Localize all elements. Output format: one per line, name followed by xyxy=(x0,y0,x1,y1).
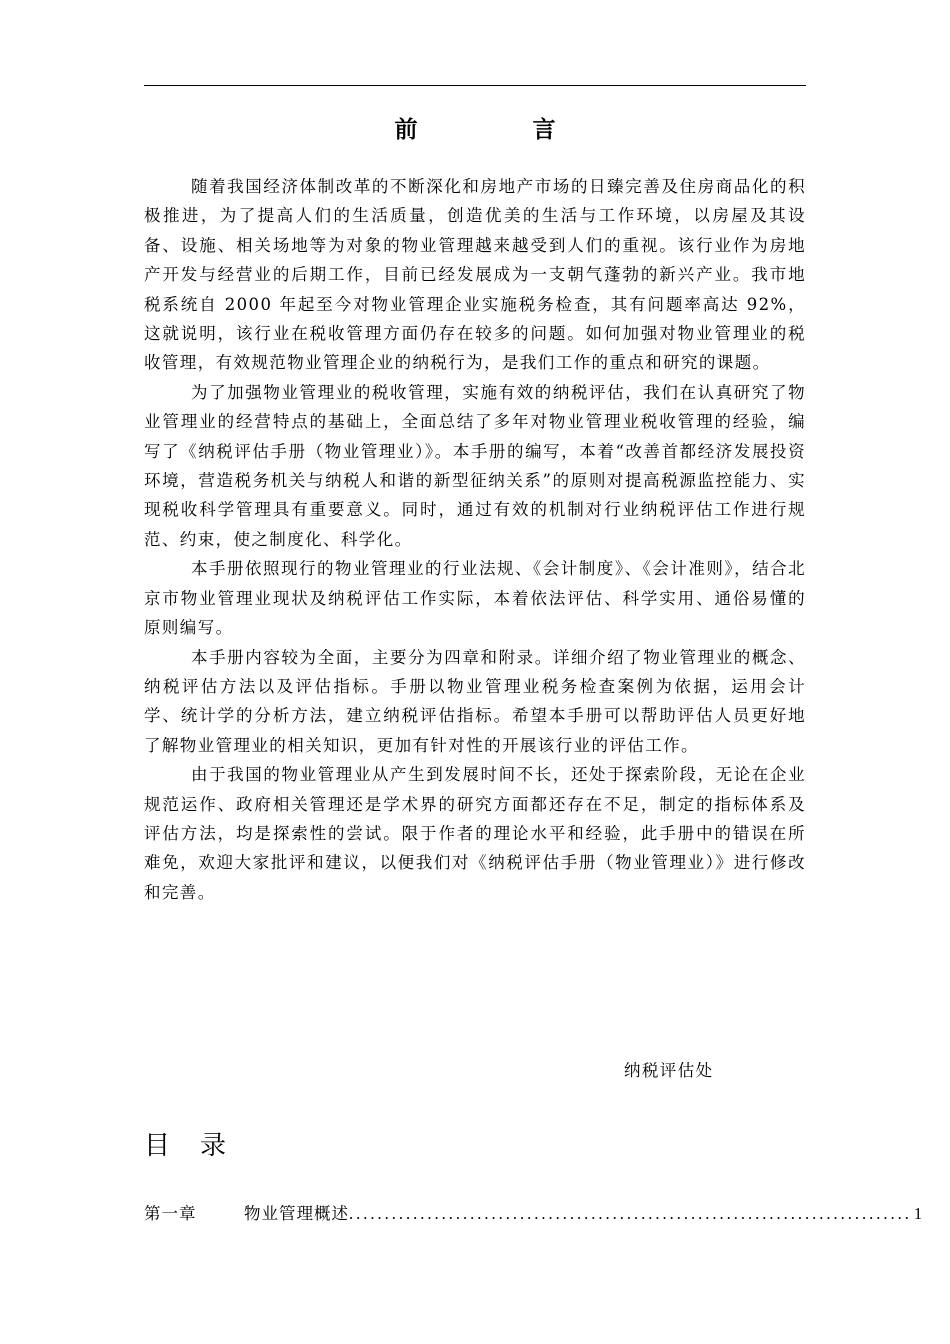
toc-page-number: 1 xyxy=(913,1204,923,1223)
preface-paragraph: 由于我国的物业管理业从产生到发展时间不长，还处于探索阶段，无论在企业规范运作、政府相关管理还是学术界的研究方面都还存在不足，制定的指标体系及评估方法，均是探索性的尝试。限于作者的理论水平和经验，此手册中的错误在所难免，欢迎大家批评和建议，以便我们对《纳税评估手册（物业管理业）》进行修改和完善。 xyxy=(144,765,806,902)
preface-body xyxy=(144,172,806,907)
preface-paragraph: 本手册依照现行的物业管理业的行业法规、《会计制度》、《会计准则》，结合北京市物业管理业现状及纳税评估工作实际，本着依法评估、科学实用、通俗易懂的原则编写。 xyxy=(144,559,806,638)
toc-chapter-title: 物业管理概述 xyxy=(244,1204,349,1223)
toc-title: 目 录 xyxy=(144,1131,229,1161)
preface-paragraph: 随着我国经济体制改革的不断深化和房地产市场的日臻完善及住房商品化的积极推进，为了提高人们的生活质量，创造优美的生活与工作环境，以房屋及其设备、设施、相关场地等为对象的物业管理越来越受到人们的重视。该行业作为房地产开发与经营业的后期工作，目前已经发展成为一支朝气蓬勃的新兴产业。我市地税系统自 2000 年起至今对物业管理企业实施税务检查，其有问题率高达 92%，这就说明，该行业在税收管理方面仍存在较多的问题。如何加强对物业管理业的税收管理，有效规范物业管理企业的纳税行为，是我们工作的重点和研究的课题。 xyxy=(144,177,806,373)
preface-title: 前 言 xyxy=(394,117,602,143)
preface-signature: 纳税评估处 xyxy=(624,1061,714,1080)
toc-entry[interactable] xyxy=(144,1200,923,1228)
header-rule xyxy=(144,85,806,86)
toc-chapter-number: 第一章 xyxy=(144,1204,197,1223)
preface-paragraph: 本手册内容较为全面，主要分为四章和附录。详细介绍了物业管理业的概念、纳税评估方法以及评估指标。手册以物业管理业税务检查案例为依据，运用会计学、统计学的分析方法，建立纳税评估指标。希望本手册可以帮助评估人员更好地了解物业管理业的相关知识，更加有针对性的开展该行业的评估工作。 xyxy=(144,647,806,755)
toc-dot-leader: ............................................................................... xyxy=(349,1204,912,1223)
preface-paragraph: 为了加强物业管理业的税收管理，实施有效的纳税评估，我们在认真研究了物业管理业的经营特点的基础上，全面总结了多年对物业管理业税收管理的经验，编写了《纳税评估手册（物业管理业）》。本手册的编写，本着“改善首都经济发展投资环境，营造税务机关与纳税人和谐的新型征纳关系”的原则对提高税源监控能力、实现税收科学管理具有重要意义。同时，通过有效的机制对行业纳税评估工作进行规范、约束，使之制度化、科学化。 xyxy=(144,382,806,549)
